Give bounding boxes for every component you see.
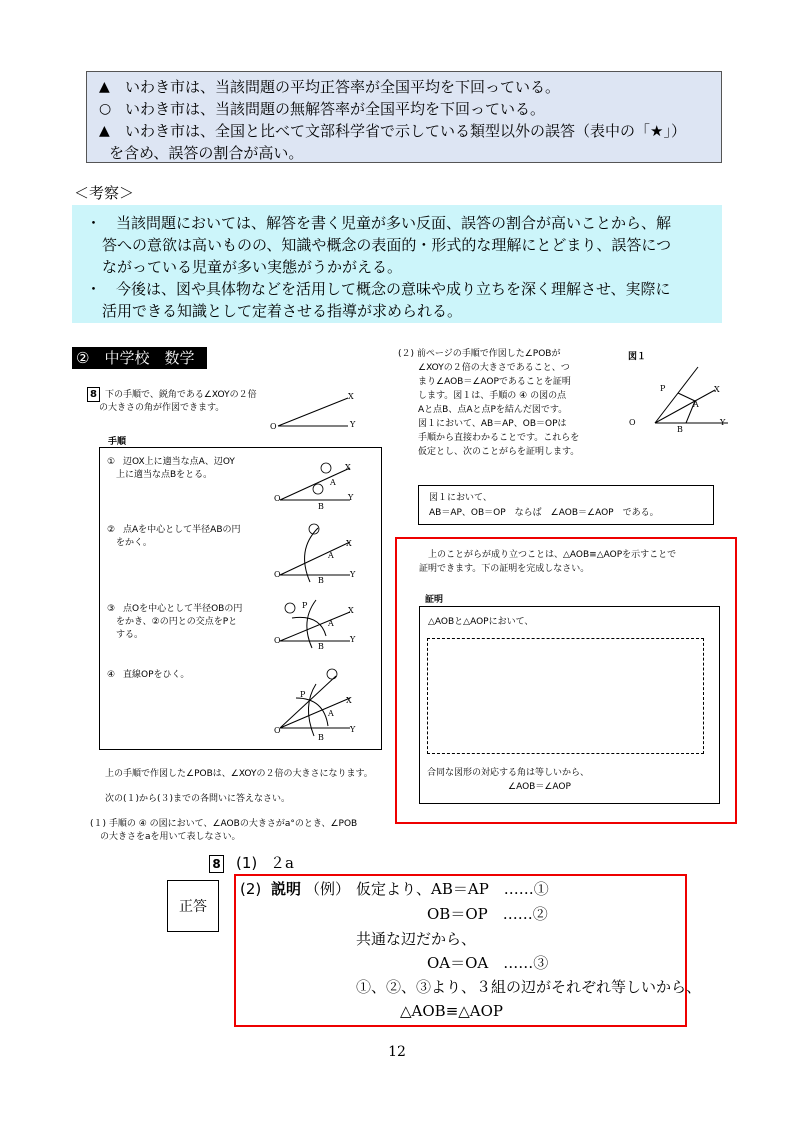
label-x: X <box>346 539 352 548</box>
consideration-heading: ＜考察＞ <box>74 184 135 202</box>
label-x: X <box>714 385 720 394</box>
consideration-box <box>72 205 722 323</box>
proof-intro-1: 上のことがらが成り立つことは、△AOB≡△AOPを示すことで <box>428 550 677 560</box>
condition-line-1: 図１において、 <box>429 493 492 503</box>
label-a: A <box>328 619 334 628</box>
problem-intro-1: 下の手順で、鋭角である∠XOYの２倍 <box>105 390 257 400</box>
step-1-num: ① <box>107 457 116 467</box>
label-a: A <box>693 400 699 409</box>
step-2-num: ② <box>107 525 116 535</box>
answer-q1-num: (1) <box>236 854 258 872</box>
step-4-num: ④ <box>107 670 116 680</box>
answer-line: OB＝OP ……② <box>427 905 548 923</box>
answer-line: 仮定より、AB＝AP ……① <box>356 880 549 898</box>
problem-intro-2: の大きさの角が作図できます。 <box>99 403 225 413</box>
condition-box <box>418 485 714 525</box>
answer-q2-example: （例） <box>305 880 351 898</box>
answer-q2-label: 説明 <box>271 880 302 898</box>
label-y: Y <box>350 570 356 579</box>
label-y: Y <box>350 725 356 734</box>
question-2-line: 図１において、AB＝AP、OB＝OPは <box>418 419 567 429</box>
after-text-1: 上の手順で作図した∠POBは、∠XOYの２倍の大きさになります。 <box>105 769 373 779</box>
consideration-line: 答への意欲は高いものの、知識や概念の表面的・形式的な理解にとどまり、誤答につ <box>102 236 672 254</box>
question-2-line: します。図１は、手順の ④ の図の点 <box>418 391 567 401</box>
label-x: X <box>346 696 352 705</box>
consideration-line: 活用できる知識として定着させる指導が求められる。 <box>102 302 463 320</box>
label-o: O <box>629 418 636 427</box>
steps-heading: 手順 <box>108 437 127 447</box>
label-x: X <box>345 463 351 472</box>
step-2-line-2: をかく。 <box>116 538 152 548</box>
label-y: Y <box>720 418 726 427</box>
page-number: 12 <box>388 1044 406 1060</box>
answer-line: △AOB≡△AOP <box>400 1002 504 1020</box>
question-1-line-2: の大きさをaを用いて表しなさい。 <box>100 832 241 842</box>
step-1-line-2: 上に適当な点Bをとる。 <box>116 470 213 480</box>
label-b: B <box>318 642 324 651</box>
proof-end-2: ∠AOB＝∠AOP <box>508 782 571 792</box>
step-4-line-1: 直線OPをひく。 <box>123 670 190 680</box>
seitou-label: 正答 <box>167 880 219 932</box>
analysis-mark-1: ▲ <box>99 79 110 95</box>
figure-1-label: 図１ <box>628 352 647 362</box>
proof-first-line: △AOBと△AOPにおいて、 <box>428 617 534 627</box>
question-2-line: 手順から直接わかることです。これらを <box>418 433 580 443</box>
question-2-line: ∠XOYの２倍の大きさであること、つ <box>418 363 570 373</box>
label-o: O <box>274 494 281 503</box>
label-o: O <box>274 726 281 735</box>
label-a: A <box>328 709 334 718</box>
consideration-line: ・ 今後は、図や具体物などを活用して概念の意味や成り立ちを深く理解させ、実際に <box>86 280 671 298</box>
answer-number: 8 <box>209 855 224 873</box>
analysis-item-2: いわき市は、当該問題の無解答率が全国平均を下回っている。 <box>125 100 546 118</box>
answer-line: OA＝OA ……③ <box>427 954 549 972</box>
analysis-mark-2: ○ <box>99 101 112 117</box>
answer-line: ①、②、③より、３組の辺がそれぞれ等しいから、 <box>356 978 702 996</box>
question-1-line-1: (１) 手順の ④ の図において、∠AOBの大きさがa°のとき、∠POB <box>90 819 358 829</box>
after-text-2: 次の(１)から(３)までの各問いに答えなさい。 <box>105 794 291 804</box>
step-1-line-1: 辺OX上に適当な点A、辺OY <box>123 457 235 467</box>
label-a: A <box>328 551 334 560</box>
label-x: X <box>348 606 354 615</box>
label-x: X <box>348 392 354 401</box>
label-y: Y <box>350 420 356 429</box>
analysis-box <box>86 71 722 163</box>
label-o: O <box>274 636 281 645</box>
question-2-line: (２) 前ページの手順で作図した∠POBが <box>398 349 561 359</box>
label-o: O <box>270 422 277 431</box>
answer-q2-num: (2) <box>240 880 262 898</box>
label-y: Y <box>348 493 354 502</box>
answer-q1-value: ２a <box>270 854 294 872</box>
step-3-line-2: をかき、②の円との交点をPと <box>116 617 238 627</box>
step-2-line-1: 点Aを中心として半径ABの円 <box>123 525 241 535</box>
label-o: O <box>274 570 281 579</box>
label-a: A <box>330 478 336 487</box>
section-header: ② 中学校 数学 <box>72 347 207 369</box>
label-b: B <box>318 576 324 585</box>
proof-end-1: 合同な図形の対応する角は等しいから、 <box>427 768 590 778</box>
analysis-item-3: いわき市は、全国と比べて文部科学省で示している類型以外の誤答（表中の「★」） <box>125 122 686 140</box>
answer-line: 共通な辺だから、 <box>356 930 477 948</box>
problem-number: 8 <box>87 387 100 402</box>
consideration-line: ながっている児童が多い実態がうかがえる。 <box>102 258 403 276</box>
label-b: B <box>318 733 324 742</box>
question-2-line: Aと点B、点Aと点Pを結んだ図です。 <box>418 405 568 415</box>
analysis-mark-3: ▲ <box>99 123 110 139</box>
step-3-line-3: する。 <box>116 630 144 640</box>
step-3-num: ③ <box>107 604 116 614</box>
condition-line-2: AB＝AP、OB＝OP ならば ∠AOB＝∠AOP である。 <box>429 508 659 518</box>
label-b: B <box>318 502 324 511</box>
analysis-item-3-cont: を含め、誤答の割合が高い。 <box>109 144 304 162</box>
label-b: B <box>677 425 683 434</box>
proof-heading: 証明 <box>425 595 444 605</box>
question-2-line: まり∠AOB＝∠AOPであることを証明 <box>418 377 571 387</box>
proof-intro-2: 証明できます。下の証明を完成しなさい。 <box>419 564 590 574</box>
label-y: Y <box>350 635 356 644</box>
proof-answer-area[interactable] <box>427 638 704 754</box>
label-p: P <box>660 384 666 393</box>
analysis-item-1: いわき市は、当該問題の平均正答率が全国平均を下回っている。 <box>125 78 561 96</box>
question-2-line: 仮定とし、次のことがらを証明します。 <box>418 447 580 457</box>
consideration-line: ・ 当該問題においては、解答を書く児童が多い反面、誤答の割合が高いことから、解 <box>86 214 672 232</box>
step-3-line-1: 点Oを中心として半径OBの円 <box>123 604 243 614</box>
label-p: P <box>302 601 308 610</box>
label-p: P <box>300 690 306 699</box>
